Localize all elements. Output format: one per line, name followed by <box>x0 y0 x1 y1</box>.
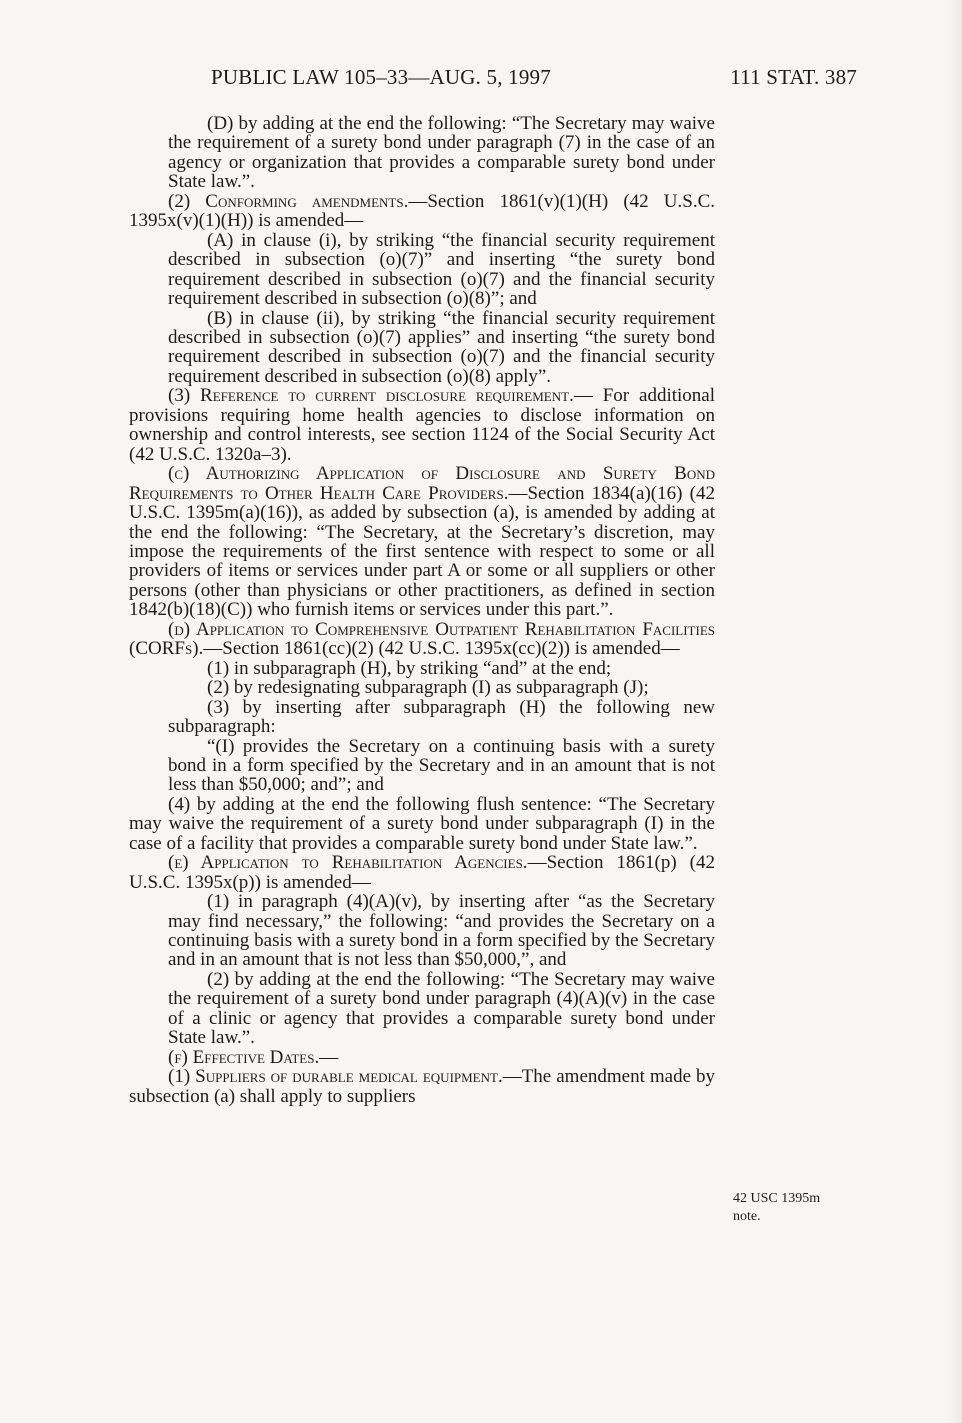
paragraph-2-clause-a: (A) in clause (i), by striking “the financial security requirement described in subsection (o)(7)” and inserting “the surety bond requirement described in subsection (o)(7) and the financial security requirement described in subsection (o)(8)”; and <box>168 229 715 310</box>
subsection-f <box>129 1048 715 1067</box>
margin-citation-note <box>733 1190 853 1226</box>
subsection-f-item-1-text: —The amendment made by subsection (a) shall apply to suppliers <box>129 1066 715 1107</box>
running-header <box>211 64 857 90</box>
subsection-f-item-1 <box>129 1067 715 1106</box>
subsection-d-item-4: (4) by adding at the end the following flush sentence: “The Secretary may waive the requirement of a surety bond under subparagraph (I) in the case of a facility that provides a comparable surety bond under State law.”. <box>129 793 715 854</box>
paragraph-2-clause-b: (B) in clause (ii), by striking “the financial security requirement described in subsection (o)(7) applies” and inserting “the surety bond requirement described in subsection (o)(7) and the financial security requirement described in subsection (o)(8) apply”. <box>168 307 715 387</box>
paragraph-3-disclosure <box>129 386 715 464</box>
subsection-d-heading: (d) Application to Comprehensive Outpatient Rehabilitation Facilities (CORFs). <box>129 618 715 660</box>
document-body <box>129 114 715 1106</box>
paragraph-3-heading: (3) Reference to current disclosure requirement. <box>168 385 574 407</box>
subsection-e-heading: (e) Application to Rehabilitation Agencies. <box>168 852 528 874</box>
subsection-d <box>129 620 715 659</box>
law-citation: PUBLIC LAW 105–33—AUG. 5, 1997 <box>211 65 551 89</box>
subsection-d-text: —Section 1861(cc)(2) (42 U.S.C. 1395x(cc)(2)) is amended— <box>203 638 680 660</box>
margin-note-citation: 42 USC 1395m <box>733 1191 821 1206</box>
paragraph-2-conforming-amendments <box>129 192 715 231</box>
subsection-e-text: —Section 1861(p) (42 U.S.C. 1395x(p)) is amended— <box>129 852 715 893</box>
subsection-e-item-2: (2) by adding at the end the following: “The Secretary may waive the requirement of a surety bond under paragraph (4)(A)(v) in the case of a clinic or agency that provides a comparable surety bond under State law.”. <box>168 968 715 1049</box>
paragraph-2-text: —Section 1861(v)(1)(H) (42 U.S.C. 1395x(v)(1)(H)) is amended— <box>129 190 716 232</box>
page-edge-shadow <box>948 0 962 1423</box>
subsection-d-item-2: (2) by redesignating subparagraph (I) as subparagraph (J); <box>207 677 649 699</box>
subsection-e-item-1: (1) in paragraph (4)(A)(v), by inserting after “as the Secretary may find necessary,” the following: “and provides the Secretary on a continuing basis with a surety bond in a form specified by the Secretary and in an amount that is not less than $50,000,”, and <box>168 891 715 971</box>
clause-d-waiver: (D) by adding at the end the following: “The Secretary may waive the requirement of a surety bond under paragraph (7) in the case of an agency or organization that provides a comparable surety bond under State law.”. <box>168 113 715 193</box>
subsection-d-item-3-quote: “(I) provides the Secretary on a continuing basis with a surety bond in a form specified by the Secretary and in an amount that is not less than $50,000; and”; and <box>168 735 715 796</box>
subsection-d-item-3: (3) by inserting after subparagraph (H) the following new subparagraph: <box>168 696 715 738</box>
subsection-c <box>129 464 715 620</box>
subsection-c-text: —Section 1834(a)(16) (42 U.S.C. 1395m(a)(16)), as added by subsection (a), is amended by adding at the end the following: “The Secretary, at the Secretary’s discretion, may impose the requirements of the first sentence with respect to some or all providers of items or services under part A or some or all suppliers or other persons (other than physicians or other practitioners, as defined in section 1842(b)(18)(C)) who furnish items or services under this part.”. <box>129 482 715 621</box>
subsection-e <box>129 853 715 892</box>
paragraph-3-text: — For additional provisions requiring home health agencies to disclose information on ownership and control interests, see section 1124 of the Social Security Act (42 U.S.C. 1320a–3). <box>129 385 715 465</box>
subsection-c-heading: (c) Authorizing Application of Disclosure and Surety Bond Requirements to Other Health Care Providers. <box>129 463 715 504</box>
margin-note-label: note. <box>733 1209 761 1224</box>
statute-page-number: 111 STAT. 387 <box>730 65 857 89</box>
subsection-f-heading: (f) Effective Dates. <box>168 1046 320 1068</box>
subsection-d-item-1: (1) in subparagraph (H), by striking “and” at the end; <box>207 657 612 679</box>
subsection-f-dash: — <box>319 1046 339 1068</box>
paragraph-2-heading: (2) Conforming amendments. <box>168 190 409 212</box>
subsection-f-item-1-heading: (1) Suppliers of durable medical equipment. <box>168 1066 503 1088</box>
